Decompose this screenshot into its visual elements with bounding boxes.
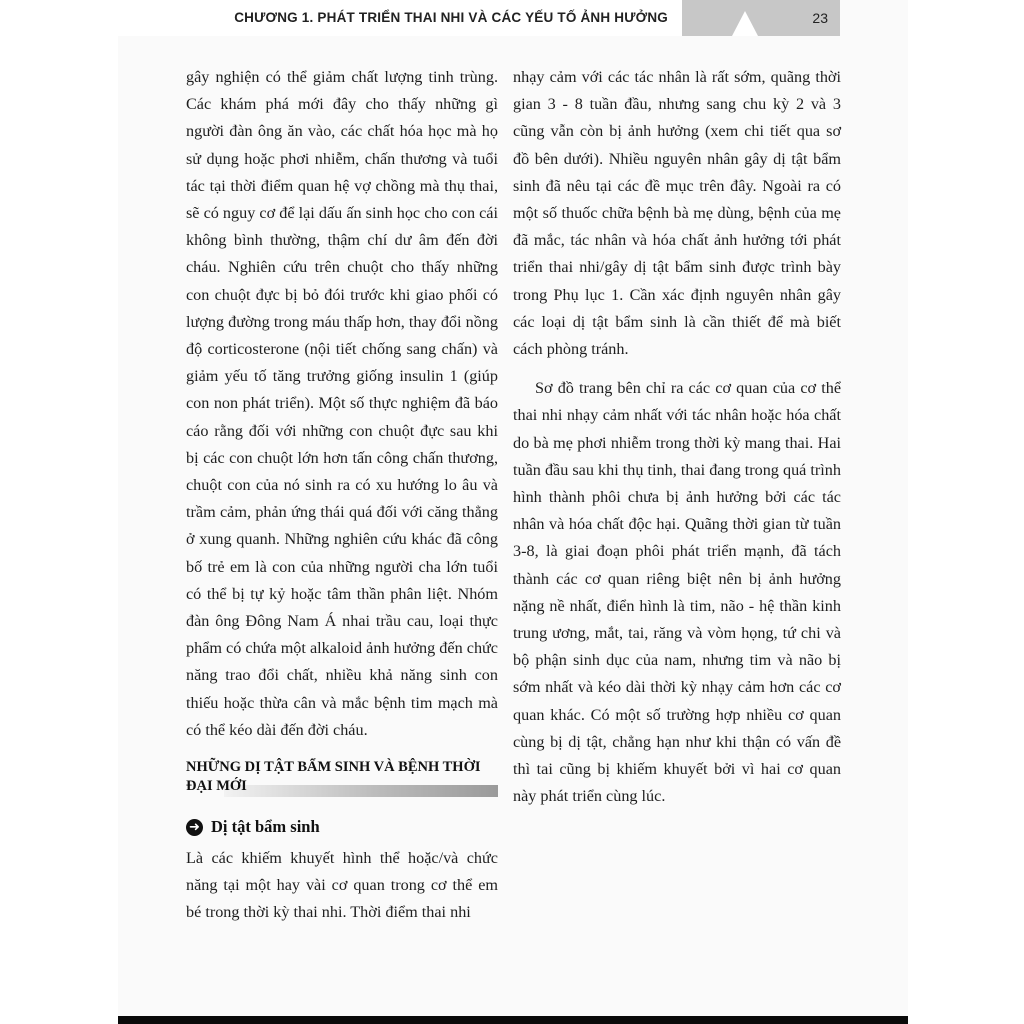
page-number-tab	[682, 0, 840, 36]
page-number: 23	[812, 10, 828, 26]
right-paragraph-1: nhạy cảm với các tác nhân là rất sớm, quãng thời gian 3 - 8 tuần đầu, nhưng sang chu kỳ 2 và 3 cũng vẫn còn bị ảnh hưởng (xem chi tiết qua sơ đồ bên dưới). Nhiều nguyên nhân gây dị tật bẩm sinh đã nêu tại các đề mục trên đây. Ngoài ra có một số thuốc chữa bệnh bà mẹ dùng, bệnh của mẹ đã mắc, tác nhân và hóa chất ảnh hưởng tới phát triển thai nhi/gây dị tật bẩm sinh được trình bày trong Phụ lục 1. Cần xác định nguyên nhân gây các loại dị tật bẩm sinh là cần thiết để mà biết cách phòng tránh.	[513, 68, 841, 359]
left-column	[186, 64, 498, 927]
right-column	[513, 64, 841, 810]
right-paragraph-2: Sơ đồ trang bên chỉ ra các cơ quan của cơ thể thai nhi nhạy cảm nhất với tác nhân hoặc hóa chất do bà mẹ phơi nhiễm trong thời kỳ mang thai. Hai tuần đầu sau khi thụ tinh, thai đang trong quá trình hình thành phôi chưa bị ảnh hưởng bởi các tác nhân và hóa chất độc hại. Quãng thời gian từ tuần 3-8, là giai đoạn phôi phát triển mạnh, đã tách thành các cơ quan riêng biệt nên bị ảnh hưởng nặng nề nhất, điển hình là tim, não - hệ thần kinh trung ương, mắt, tai, răng và vòm họng, tứ chi và bộ phận sinh dục của nam, nhưng tim và não bị sớm nhất và kéo dài thời kỳ nhạy cảm hơn các cơ quan khác. Có một số trường hợp nhiều cơ quan cùng bị dị tật, chẳng hạn như khi thận có vấn đề thì tai cũng bị khiếm khuyết bởi vì hai cơ quan này phát triển cùng lúc.	[513, 379, 841, 806]
section-heading-text: NHỮNG DỊ TẬT BẨM SINH VÀ BỆNH THỜI ĐẠI MỚI	[186, 759, 481, 795]
subheading-text: Dị tật bẩm sinh	[211, 817, 320, 837]
chapter-title: CHƯƠNG 1. PHÁT TRIỂN THAI NHI VÀ CÁC YẾU TỐ ẢNH HƯỞNG	[118, 0, 682, 36]
triangle-icon	[732, 11, 758, 36]
running-header	[118, 0, 840, 36]
left-paragraph-1: gây nghiện có thể giảm chất lượng tinh trùng. Các khám phá mới đây cho thấy những gì người đàn ông ăn vào, các chất hóa học mà họ sử dụng hoặc phơi nhiễm, chấn thương và tuổi tác tại thời điểm quan hệ vợ chồng mà thụ thai, sẽ có nguy cơ để lại dấu ấn sinh học cho con cái không bình thường, thậm chí dư âm đến đời cháu. Nghiên cứu trên chuột cho thấy những con chuột đực bị bỏ đói trước khi giao phối có lượng đường trong máu thấp hơn, thay đổi nồng độ corticosterone (nội tiết chống sang chấn) và giảm yếu tố tăng trưởng giống insulin 1 (giúp con non phát triển). Một số thực nghiệm đã báo cáo rằng đối với những con chuột đực sau khi bị các con chuột lớn hơn tấn công chấn thương, chuột con của nó sinh ra có xu hướng lo âu và trầm cảm, phản ứng thái quá đối với căng thẳng ở xung quanh. Những nghiên cứu khác đã công bố trẻ em là con của những người cha lớn tuổi có thể bị tự kỷ hoặc tâm thần phân liệt. Nhóm đàn ông Đông Nam Á nhai trầu cau, loại thực phẩm có chứa một alkaloid ảnh hưởng đến chức năng trao đổi chất, nhiều khả năng sinh con thiếu hoặc thừa cân và mắc bệnh tim mạch mà có thể kéo dài đến đời cháu.	[186, 68, 498, 739]
section-heading	[186, 758, 498, 796]
circled-right-arrow-icon: ➜	[186, 819, 203, 836]
subheading	[186, 815, 498, 839]
bottom-border	[118, 1016, 908, 1024]
left-paragraph-2: Là các khiếm khuyết hình thể hoặc/và chức năng tại một hay vài cơ quan trong cơ thể em bé trong thời kỳ thai nhi. Thời điểm thai nhi	[186, 849, 498, 922]
